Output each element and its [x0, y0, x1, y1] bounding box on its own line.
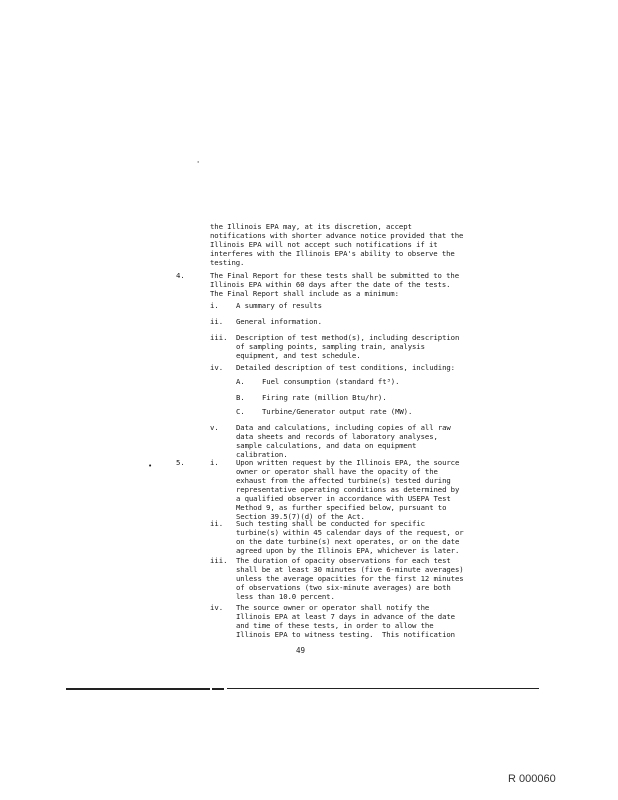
- footer-rule: [66, 688, 210, 690]
- text-line: a qualified observer in accordance with USEPA Test: [236, 494, 451, 503]
- subitem-numeral: ii.: [210, 519, 224, 528]
- text-line: Description of test method(s), including description: [236, 333, 460, 342]
- footer-rule: [227, 688, 539, 689]
- subitem-numeral: ii.: [210, 317, 224, 326]
- text-line: Such testing shall be conducted for specific: [236, 519, 425, 528]
- text-line: Illinois EPA will not accept such notifications if it: [210, 240, 438, 249]
- subitem-numeral: iv.: [210, 363, 224, 372]
- text-line: Section 39.5(7)(d) of the Act.: [236, 512, 365, 521]
- text-line: Illinois EPA at least 7 days in advance of the date: [236, 612, 455, 621]
- text-line: Detailed description of test conditions, including:: [236, 363, 455, 372]
- scan-mark: •: [148, 462, 153, 470]
- text-line: testing.: [210, 258, 245, 267]
- text-line: calibration.: [236, 450, 288, 459]
- item-number: 5.: [176, 458, 185, 467]
- text-line: shall be at least 30 minutes (five 6-minute averages): [236, 565, 464, 574]
- text-line: agreed upon by the Illinois EPA, whichever is later.: [236, 546, 460, 555]
- item-number: 4.: [176, 271, 185, 280]
- text-line: of observations (two six-minute averages) are both: [236, 583, 451, 592]
- condition-letter: A.: [236, 377, 245, 386]
- text-line: A summary of results: [236, 301, 322, 310]
- subitem-numeral: i.: [210, 301, 219, 310]
- text-line: representative operating conditions as determined by: [236, 485, 460, 494]
- condition-letter: B.: [236, 393, 245, 402]
- text-line: Data and calculations, including copies of all raw: [236, 423, 451, 432]
- condition-text: Firing rate (million Btu/hr).: [262, 393, 387, 402]
- text-line: General information.: [236, 317, 322, 326]
- text-line: Illinois EPA to witness testing. This notification: [236, 630, 455, 639]
- bates-number: R 000060: [508, 773, 556, 785]
- text-line: Method 9, as further specified below, pursuant to: [236, 503, 447, 512]
- text-line: sample calculations, and data on equipment: [236, 441, 417, 450]
- condition-letter: C.: [236, 407, 245, 416]
- text-line: The Final Report shall include as a minimum:: [210, 289, 399, 298]
- page-number: 49: [296, 646, 306, 655]
- text-line: The source owner or operator shall notify the: [236, 603, 430, 612]
- subitem-numeral: iv.: [210, 603, 224, 612]
- text-line: equipment, and test schedule.: [236, 351, 361, 360]
- subitem-numeral: iii.: [210, 333, 228, 342]
- footer-rule: [212, 688, 224, 690]
- text-line: less than 10.0 percent.: [236, 592, 335, 601]
- text-line: turbine(s) within 45 calendar days of the request, or: [236, 528, 464, 537]
- text-line: unless the average opacities for the first 12 minutes: [236, 574, 464, 583]
- text-line: owner or operator shall have the opacity of the: [236, 467, 438, 476]
- text-line: of sampling points, sampling train, analysis: [236, 342, 425, 351]
- text-line: and time of these tests, in order to allow the: [236, 621, 434, 630]
- text-line: interferes with the Illinois EPA's ability to observe the: [210, 249, 455, 258]
- text-line: data sheets and records of laboratory analyses,: [236, 432, 438, 441]
- condition-text: Turbine/Generator output rate (MW).: [262, 407, 413, 416]
- subitem-numeral: v.: [210, 423, 219, 432]
- subitem-numeral: iii.: [210, 556, 228, 565]
- text-line: Upon written request by the Illinois EPA, the source: [236, 458, 460, 467]
- scan-mark: ': [196, 160, 201, 168]
- text-line: on the date turbine(s) next operates, or on the date: [236, 537, 460, 546]
- text-line: The Final Report for these tests shall be submitted to the: [210, 271, 460, 280]
- subitem-numeral: i.: [210, 458, 219, 467]
- text-line: Illinois EPA within 60 days after the date of the tests.: [210, 280, 451, 289]
- text-line: exhaust from the affected turbine(s) tested during: [236, 476, 451, 485]
- text-line: notifications with shorter advance notice provided that the: [210, 231, 464, 240]
- condition-text: Fuel consumption (standard ft³).: [262, 377, 400, 386]
- text-line: the Illinois EPA may, at its discretion, accept: [210, 222, 412, 231]
- text-line: The duration of opacity observations for each test: [236, 556, 451, 565]
